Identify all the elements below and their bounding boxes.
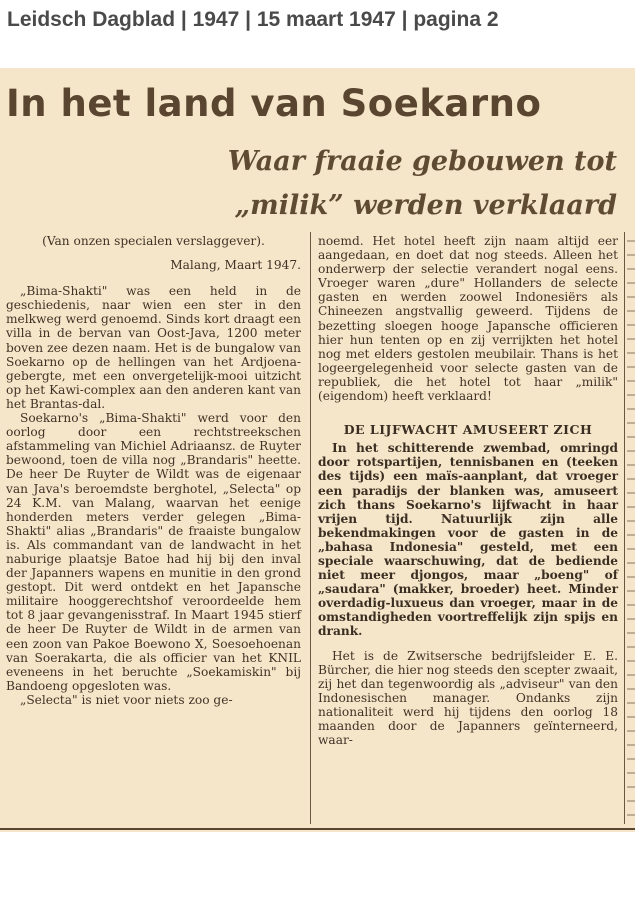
column-divider [624,232,625,824]
article-paragraph: Soekarno's „Bima-Shakti" werd voor den oorlog door een rechtstreekschen afstammeling van Michiel Adriaansz. de Ruyter bewoond, toen de villa nog „Brandaris" heette. De heer De Ruyter de Wildt was de eigenaar van Java's beroemdste berghotel, „Selecta" op 24 K.M. van Malang, waarvan het eenige honderden meters verder gelegen „Bima-Shakti" alias „Brandaris" de fraaiste bungalow is. Als commandant van de landwacht in het naburige plaatsje Batoe had hij bij den inval der Japanners wapens en munitie in den grond gestopt. Dit werd ontdekt en het Japansche militaire hooggerechtshof veroordeelde hem tot 8 jaar gevangenisstraf. In Maart 1945 stierf de heer De Ruyter de Wildt in de armen van een zoon van Pakoe Boewono X, Soesoehoenan van Soerakarta, die als officier van het KNIL eveneens in het beruchte „Soekamiskin" bij Bandoeng opgesloten was. [6,411,301,693]
article-paragraph: „Selecta" is niet voor niets zoo ge- [20,692,233,707]
subheadline-line: Waar fraaie gebouwen tot [227,146,617,177]
article-paragraph: Het is de Zwitsersche bedrijfsleider E. E. Bürcher, die hier nog steeds den scepter zwaait, zij het dan tegenwoordig als „adviseur" van den Indonesischen manager. Ondanks zijn nationaliteit werd hij tijdens den oorlog 18 maanden door de Japanners geïnterneerd, waar- [318,648,618,748]
column-divider [310,232,311,824]
article-paragraph: noemd. Het hotel heeft zijn naam altijd eer aangedaan, en doet dat nog steeds. Alleen het onderwerp der selectie verandert nogal eens. Vroeger waren „dure" Hollanders de selecte gasten en werden zoowel Indonesiërs als Chineezen angstvallig geweerd. Tijdens de bezetting sloegen hooge Japansche officieren hier hun tenten op en zij verrijkten het hotel nog met elders gestolen meubilair. Thans is het logeergelegenheid voor selecte gasten van de republiek, die het hotel tot haar „milik" (eigendom) heeft verklaard! [318,234,618,404]
section-heading: DE LIJFWACHT AMUSEERT ZICH [343,422,593,438]
section-body [318,441,618,638]
article-paragraph: In het schitterende zwembad, omringd door rotspartijen, tennisbanen en (teeken des tijds) een maïs-aanplant, dat vroeger een paradijs der blanken was, amuseert zich thans Soekarno's lijfwacht in haar vrijen tijd. Natuurlijk zijn alle bekendmakingen voor de gasten in de „bahasa Indonesia" gesteld, met een speciale waarschuwing, dat de bediende niet meer djongos, maar „boeng" of „saudara" (makker, broeder) heet. Minder overdadig-luxueus dan vroeger, maar in de omstandigheden voortreffelijk zijn spijs en drank. [318,441,618,639]
article-headline: In het land van Soekarno [6,82,542,125]
adjacent-column-fragment [627,234,635,824]
article-paragraph: „Bima-Shakti" was een held in de geschiedenis, naar wien een ster in den melkweg werd genoemd. Sinds kort draagt een villa in de bervan van Oost-Java, 1200 meter boven zee dezen naam. Het is de bungalow van Soekarno op de hellingen van het Ardjoena-gebergte, met een onvergetelijk-mooi uitzicht op het Kawi-complex aan den anderen kant van het Brantas-dal. [6,284,301,411]
newspaper-clipping [0,68,635,832]
article-dateline: Malang, Maart 1947. [170,258,301,273]
clipping-caption: Leidsch Dagblad | 1947 | 15 maart 1947 | pagina 2 [7,8,499,31]
article-column-left [6,234,301,707]
article-byline: (Van onzen specialen verslaggever). [42,234,265,248]
article-column-right [318,234,618,747]
article-subheadline [228,140,617,228]
subheadline-line: „milik” werden verklaard [234,190,617,221]
